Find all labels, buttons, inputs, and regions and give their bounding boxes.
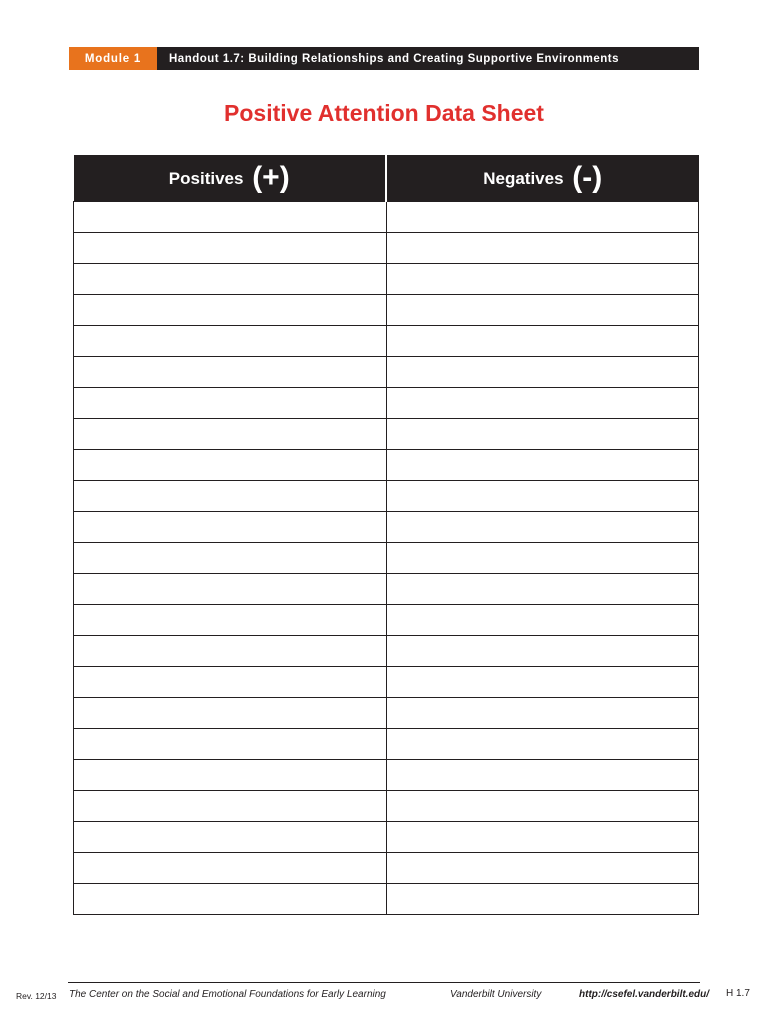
positive-entry-cell[interactable] [74,388,387,419]
table-row [74,450,699,481]
table-row [74,388,699,419]
positive-entry-cell[interactable] [74,791,387,822]
negative-entry-cell[interactable] [386,853,699,884]
table-row [74,574,699,605]
positive-entry-cell[interactable] [74,326,387,357]
column-header-negatives [386,155,699,202]
module-label: Module 1 [69,47,157,70]
negative-entry-cell[interactable] [386,481,699,512]
table-row [74,884,699,915]
positive-entry-cell[interactable] [74,543,387,574]
table-row [74,264,699,295]
positive-entry-cell[interactable] [74,481,387,512]
positive-entry-cell[interactable] [74,760,387,791]
negative-entry-cell[interactable] [386,667,699,698]
column-label: Negatives [483,169,564,188]
negative-entry-cell[interactable] [386,822,699,853]
table-row [74,853,699,884]
positive-entry-cell[interactable] [74,202,387,233]
negative-entry-cell[interactable] [386,760,699,791]
positive-entry-cell[interactable] [74,295,387,326]
column-label: Positives [168,169,244,188]
university-name: Vanderbilt University [450,989,542,1000]
negative-entry-cell[interactable] [386,729,699,760]
positive-entry-cell[interactable] [74,822,387,853]
positive-entry-cell[interactable] [74,636,387,667]
data-sheet-table [73,155,699,915]
positive-entry-cell[interactable] [74,884,387,915]
table-row [74,295,699,326]
positive-entry-cell[interactable] [74,698,387,729]
negative-entry-cell[interactable] [386,233,699,264]
handout-header-bar [69,47,699,70]
plus-symbol: (+) [252,161,290,194]
negative-entry-cell[interactable] [386,884,699,915]
negative-entry-cell[interactable] [386,264,699,295]
table-row [74,605,699,636]
table-row [74,760,699,791]
negative-entry-cell[interactable] [386,605,699,636]
positive-entry-cell[interactable] [74,574,387,605]
negative-entry-cell[interactable] [386,202,699,233]
negative-entry-cell[interactable] [386,419,699,450]
negative-entry-cell[interactable] [386,357,699,388]
table-header-row [74,155,699,202]
negative-entry-cell[interactable] [386,295,699,326]
table-row [74,512,699,543]
negative-entry-cell[interactable] [386,636,699,667]
table-row [74,698,699,729]
column-header-positives [74,155,387,202]
table-row [74,667,699,698]
positive-entry-cell[interactable] [74,667,387,698]
revision-label: Rev. 12/13 [16,991,57,1001]
table-row [74,822,699,853]
table-row [74,481,699,512]
negative-entry-cell[interactable] [386,574,699,605]
footer-divider [68,982,700,983]
table-row [74,202,699,233]
table-row [74,326,699,357]
organization-name: The Center on the Social and Emotional Foundations for Early Learning [69,989,386,1000]
handout-title: Handout 1.7: Building Relationships and Creating Supportive Environments [169,52,620,65]
page-title: Positive Attention Data Sheet [224,100,544,126]
negative-entry-cell[interactable] [386,450,699,481]
negative-entry-cell[interactable] [386,326,699,357]
positive-entry-cell[interactable] [74,264,387,295]
minus-symbol: (-) [572,161,603,194]
negative-entry-cell[interactable] [386,388,699,419]
table-row [74,543,699,574]
table-row [74,233,699,264]
negative-entry-cell[interactable] [386,698,699,729]
table-row [74,791,699,822]
positive-entry-cell[interactable] [74,233,387,264]
table-body [74,202,699,915]
positive-entry-cell[interactable] [74,512,387,543]
positive-entry-cell[interactable] [74,605,387,636]
positive-entry-cell[interactable] [74,450,387,481]
table-row [74,357,699,388]
positive-entry-cell[interactable] [74,419,387,450]
positive-entry-cell[interactable] [74,729,387,760]
table-row [74,419,699,450]
negative-entry-cell[interactable] [386,543,699,574]
negative-entry-cell[interactable] [386,512,699,543]
negative-entry-cell[interactable] [386,791,699,822]
table-row [74,729,699,760]
website-link[interactable]: http://csefel.vanderbilt.edu/ [579,989,710,1000]
positive-entry-cell[interactable] [74,357,387,388]
table-row [74,636,699,667]
positive-entry-cell[interactable] [74,853,387,884]
handout-code: H 1.7 [726,988,750,999]
